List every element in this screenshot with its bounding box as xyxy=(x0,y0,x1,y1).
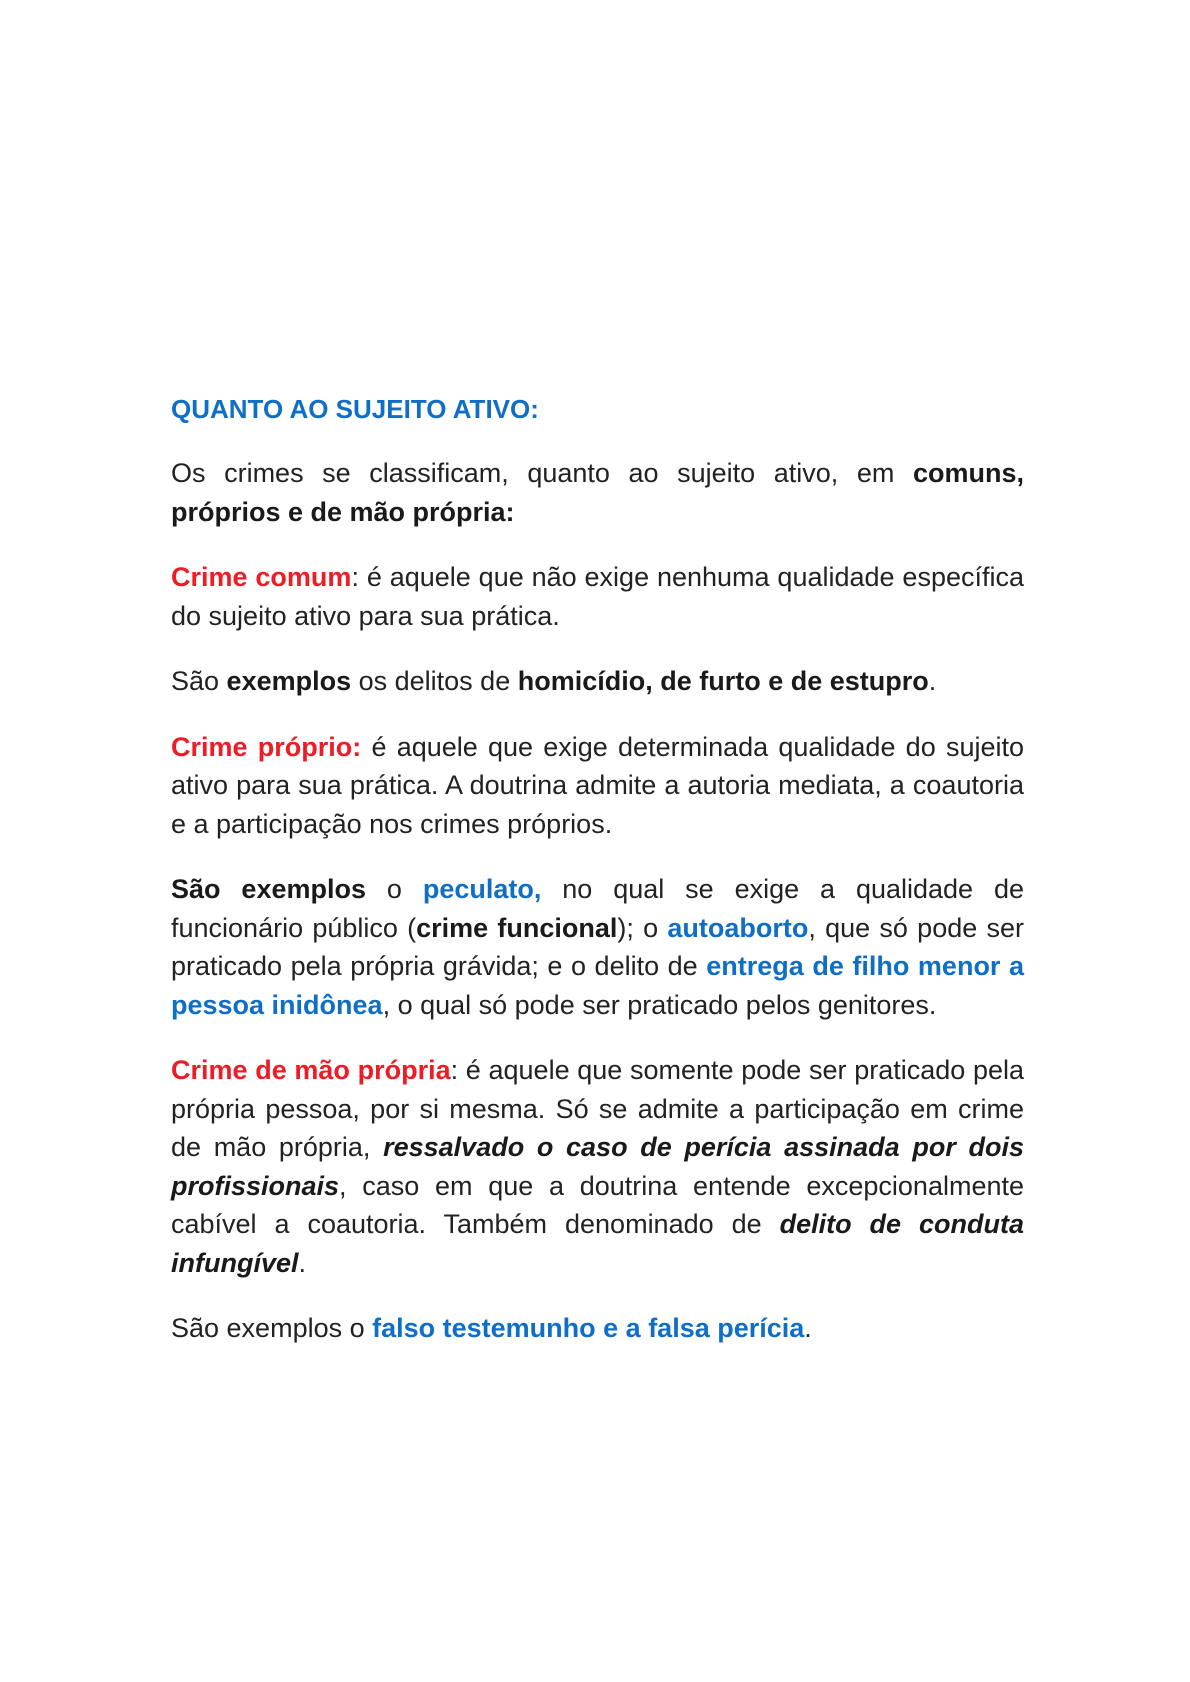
ressalvado-pericia-phrase: ressalvado o caso de perícia assinada por dois profissionais xyxy=(171,1132,1025,1201)
intro-bold-classes: comuns, próprios e de mão própria: xyxy=(171,458,1024,527)
crime-comum-term: Crime comum xyxy=(171,562,352,592)
mao-propria-examples-text-2: . xyxy=(804,1313,812,1343)
examples-text-2: os delitos de xyxy=(351,666,518,696)
examples-bold-crimes: homicídio, de furto e de estupro xyxy=(517,666,929,696)
crime-mao-propria-paragraph xyxy=(171,1051,1024,1282)
crime-funcional-term: crime funcional xyxy=(416,912,618,943)
mao-propria-text-3: . xyxy=(298,1247,307,1278)
mao-propria-text-2: , caso em que a doutrina entende excepcionalmente cabível a coautoria. Também denominado de xyxy=(171,1170,1024,1239)
entrega-filho-term: entrega de filho menor a pessoa inidônea xyxy=(171,951,1025,1020)
proprio-examples-label: São exemplos xyxy=(171,874,366,904)
peculato-term: peculato, xyxy=(422,874,542,904)
crime-comum-paragraph xyxy=(171,558,1024,635)
mao-propria-examples-paragraph xyxy=(171,1309,1024,1348)
crime-proprio-examples-paragraph xyxy=(171,870,1024,1024)
crime-proprio-definition: é aquele que exige determinada qualidade do sujeito ativo para sua prática. A doutrina admite a autoria mediata, a coautoria e a participação nos crimes próprios. xyxy=(171,731,1024,839)
intro-paragraph xyxy=(171,454,1024,531)
crime-comum-definition: : é aquele que não exige nenhuma qualidade específica do sujeito ativo para sua prática. xyxy=(171,562,1024,631)
falso-testemunho-term: falso testemunho e a falsa perícia xyxy=(372,1313,805,1343)
examples-text-1: São xyxy=(171,666,227,696)
document-page xyxy=(171,390,1024,1375)
crime-proprio-paragraph xyxy=(171,728,1024,844)
proprio-text-4: , que só pode ser praticado pela própria grávida; e o delito de xyxy=(171,912,1024,981)
autoaborto-term: autoaborto xyxy=(667,912,809,943)
proprio-text-5: , o qual só pode ser praticado pelos genitores. xyxy=(382,989,937,1020)
delito-conduta-infungivel-term: delito de conduta infungível xyxy=(171,1209,1024,1278)
proprio-text-3: ); o xyxy=(617,912,668,943)
crime-comum-examples-paragraph xyxy=(171,662,1024,701)
crime-proprio-term: Crime próprio: xyxy=(171,731,362,762)
proprio-text-2: no qual se exige a qualidade de funcionário público ( xyxy=(171,874,1025,943)
mao-propria-examples-text-1: São exemplos o xyxy=(171,1313,373,1343)
crime-mao-propria-term: Crime de mão própria xyxy=(171,1055,451,1085)
examples-text-3: . xyxy=(928,666,937,696)
intro-text: Os crimes se classificam, quanto ao sujeito ativo, em xyxy=(171,458,913,488)
examples-bold-label: exemplos xyxy=(226,666,352,696)
proprio-text-1: o xyxy=(365,874,423,904)
section-heading: QUANTO AO SUJEITO ATIVO: xyxy=(171,394,539,424)
mao-propria-text-1: : é aquele que somente pode ser praticado pela própria pessoa, por si mesma. Só se admite a participação em crime de mão própria, xyxy=(171,1055,1024,1162)
